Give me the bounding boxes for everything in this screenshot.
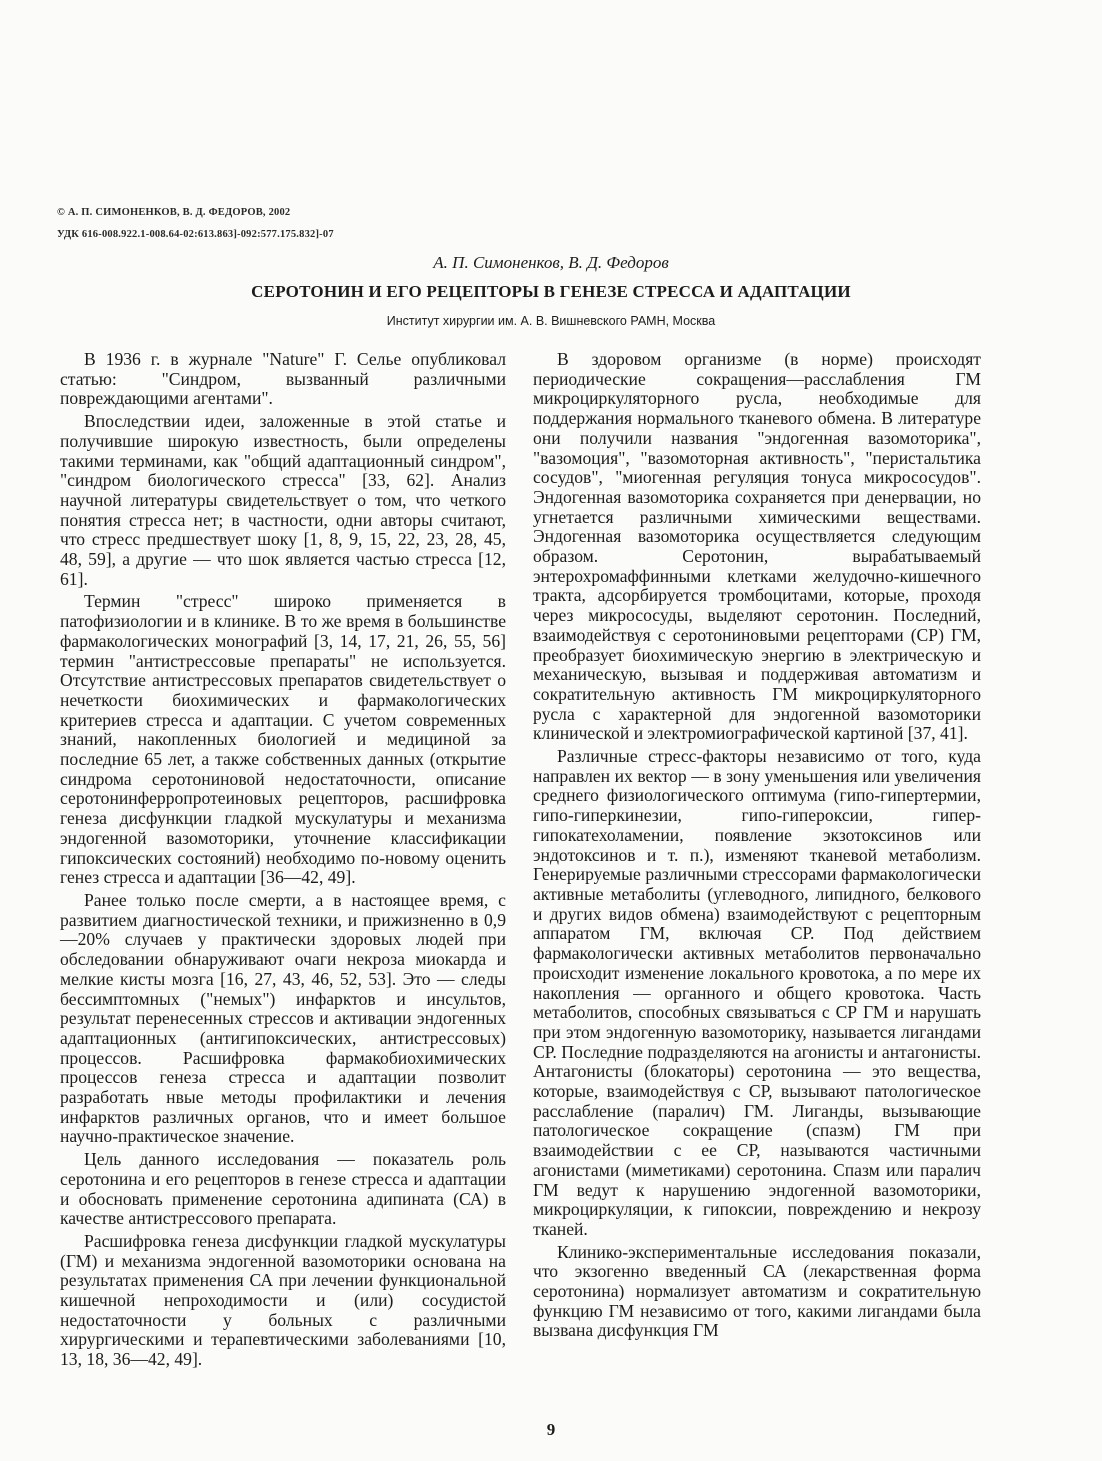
left-column: [60, 350, 506, 1370]
authors: А. П. Симоненков, В. Д. Федоров: [433, 253, 669, 272]
right-column: [533, 350, 981, 1341]
paragraph: Клинико-экспериментальные исследования показали, что экзогенно введенный СА (лекарственная форма серотонина) нормализует автоматизм и сократительную функцию ГМ независимо от того, какими лигандами была вызвана дисфункция ГМ: [533, 1241, 981, 1341]
copyright-line: © А. П. СИМОНЕНКОВ, В. Д. ФЕДОРОВ, 2002: [57, 207, 291, 218]
paragraph: В здоровом организме (в норме) происходят периодические сокращения—расслабления ГМ микроциркуляторного русла, необходимые для поддержания нормального тканевого обмена. В литературе они получили названия "эндогенная вазомоторика", "вазомоция", "вазомоторная активность", "перистальтика сосудов", "миогенная регуляция тонуса микрососудов". Эндогенная вазомоторика сохраняется при денервации, но угнетается различными химическими веществами. Эндогенная вазомоторика осуществляется следующим образом. Серотонин, вырабатываемый энтерохромаффинными клетками желудочно-кишечного тракта, адсорбируется тромбоцитами, которые, проходя через микрососуды, выделяют серотонин. Последний, взаимодействуя с серотониновыми рецепторами (СР) ГМ, преобразует биохимическую энергию в электрическую и механическую, вызывая и поддерживая автоматизм и сократительную активность ГМ микроциркуляторного русла с характерной для эндогенной вазомоторики клинической и электромиографической картиной [37, 41].: [533, 349, 981, 744]
paragraph: Впоследствии идеи, заложенные в этой статье и получившие широкую известность, были определены такими терминами, как "общий адаптационный синдром", "синдром биологического стресса" [33, 62]. Анализ научной литературы свидетельствует о том, что четкого понятия стресса нет; в частности, одни авторы считают, что стресс предшествует шоку [1, 8, 9, 15, 22, 23, 28, 45, 48, 59], а другие — что шок является частью стресса [12, 61].: [60, 411, 506, 589]
paragraph: Расшифровка генеза дисфункции гладкой мускулатуры (ГМ) и механизма эндогенной вазомоторики основана на результатах применения СА при лечении функциональной кишечной непроходимости и (или) сосудистой недостаточности у больных с различными хирургическими и терапевтическими заболеваниями [10, 13, 18, 36—42, 49].: [60, 1230, 506, 1370]
udk-code: УДК 616-008.922.1-008.64-02:613.863]-092:577.175.832]-07: [57, 229, 334, 240]
paragraph: Ранее только после смерти, а в настоящее время, с развитием диагностической техники, и прижизненно в 0,9—20% случаев у практически здоровых людей при обследовании обнаруживают очаги некроза миокарда и мелкие кисты мозга [16, 27, 43, 46, 52, 53]. Это — следы бессимптомных ("немых") инфарктов и инсультов, результат перенесенных стрессов и активации эндогенных адаптационных (антигипоксических, антистрессовых) процессов. Расшифровка фармакобиохимических процессов генеза стресса и адаптации позволит разработать нвые методы профилактики и лечения инфарктов различных органов, что и имеет большое научно-практическое значение.: [60, 889, 506, 1147]
paragraph: В 1936 г. в журнале "Nature" Г. Селье опубликовал статью: "Синдром, вызванный различными повреждающими агентами".: [60, 349, 506, 409]
institution: Институт хирургии им. А. В. Вишневского РАМН, Москва: [386, 314, 716, 328]
paragraph: Цель данного исследования — показатель роль серотонина и его рецепторов в генезе стресса и адаптации и обосновать применение серотонина адипината (СА) в качестве антистрессового препарата.: [60, 1149, 506, 1229]
paragraph: Термин "стресс" широко применяется в патофизиологии и в клинике. В то же время в большинстве фармакологических монографий [3, 14, 17, 21, 26, 55, 56] термин "антистрессовые препараты" не используется. Отсутствие антистрессовых препаратов свидетельствует о нечеткости биохимических и фармакологических критериев стресса и адаптации. С учетом современных знаний, накопленных биологией и медициной за последние 65 лет, а также собственных данных (открытие синдрома серотониновой недостаточности, описание серотонинферропротеиновых рецепторов, расшифровка генеза дисфункции гладкой мускулатуры и механизма эндогенной вазомоторики, уточнение классификации гипоксических состояний) необходимо по-новому оценить генез стресса и адаптации [36—42, 49].: [60, 591, 506, 888]
article-title: СЕРОТОНИН И ЕГО РЕЦЕПТОРЫ В ГЕНЕЗЕ СТРЕССА И АДАПТАЦИИ: [251, 282, 851, 301]
page-number: 9: [546, 1420, 556, 1439]
paragraph: Различные стресс-факторы независимо от того, куда направлен их вектор — в зону уменьшения или увеличения среднего физиологического оптимума (гипо-гипертермии, гипо-гиперкинезии, гипо-гипероксии, гипер-гипокатехоламении, появление экзотоксинов или эндотоксинов и т. п.), изменяют тканевой метаболизм. Генерируемые различными стрессорами фармакологически активные метаболиты (углеводного, липидного, белкового и других видов обмена) взаимодействуют с рецепторным аппаратом ГМ, включая СР. Под действием фармакологически активных метаболитов первоначально происходит изменение локального кровотока, а по мере их накопления — органного и общего кровотока. Часть метаболитов, способных связываться с СР ГМ и нарушать при этом эндогенную вазомоторику, называется лигандами СР. Последние подразделяются на агонисты и антагонисты. Антагонисты (блокаторы) серотонина — это вещества, которые, взаимодействуя с СР, вызывают патологическое расслабление (паралич) ГМ. Лиганды, вызывающие патологическое сокращение (спазм) ГМ при взаимодействии с ее СР, называются частичными агонистами (миметиками) серотонина. Спазм или паралич ГМ ведут к нарушению эндогенной вазомоторики, микроциркуляции, к гипоксии, повреждению и некрозу тканей.: [533, 746, 981, 1239]
